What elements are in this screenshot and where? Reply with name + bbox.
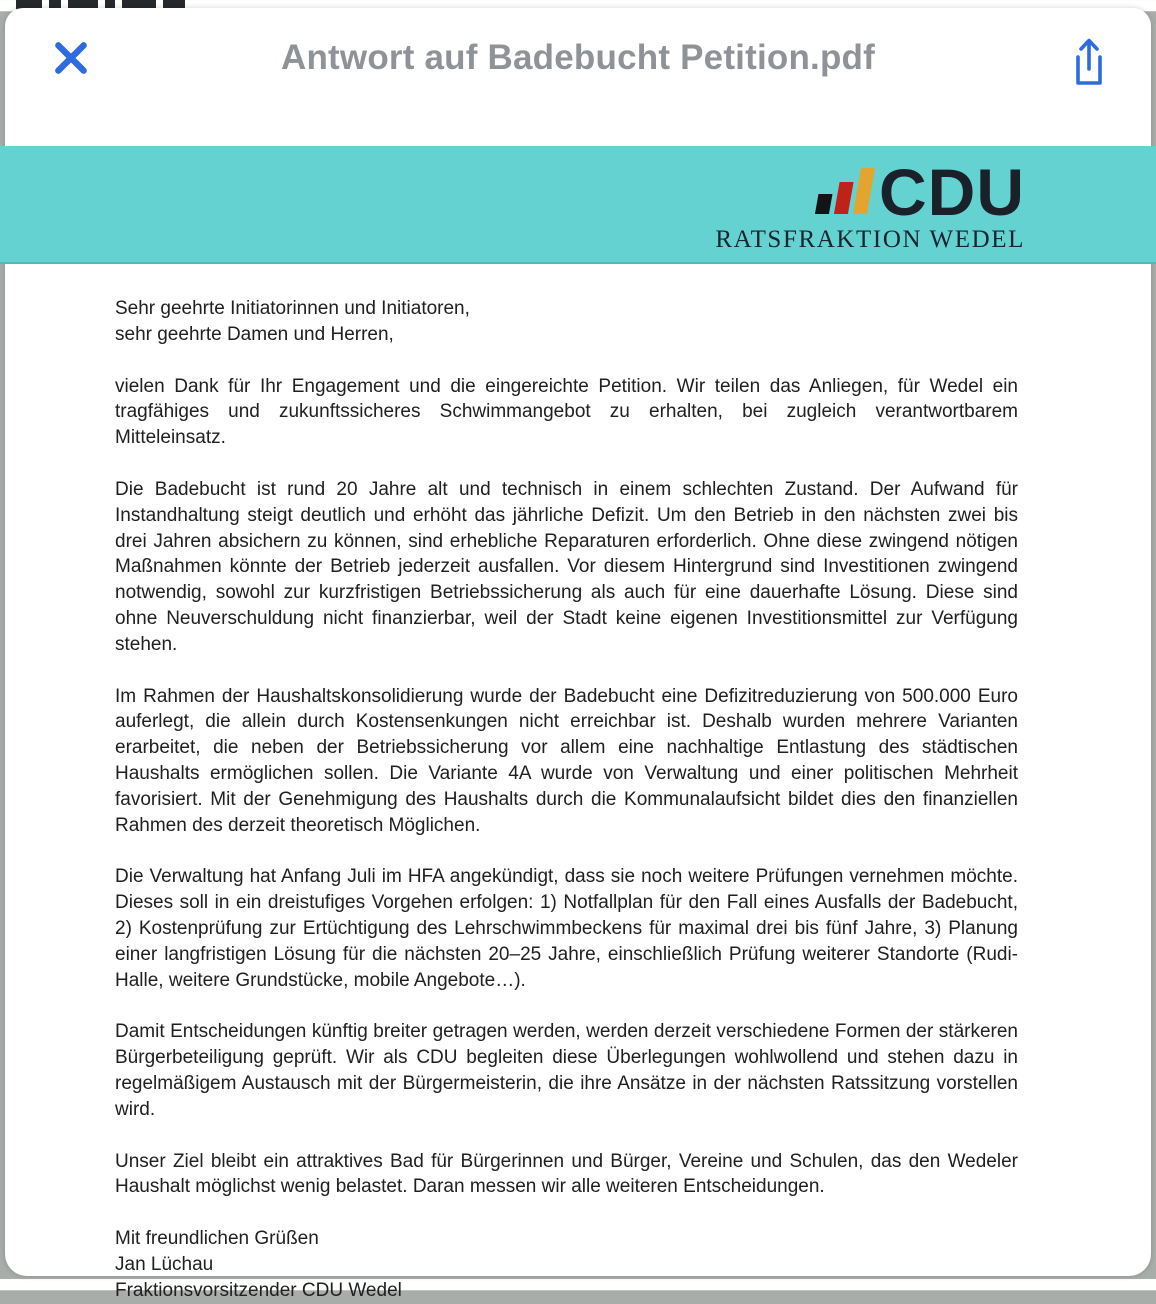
closing-line: Mit freundlichen Grüßen bbox=[115, 1228, 319, 1250]
letter-paragraph: Unser Ziel bleibt ein attraktives Bad für Bürgerinnen und Bürger, Vereine und Schulen, das den Wedeler Haushalt möglichst wenig belastet. Daran messen wir alle weiteren Entscheidungen. bbox=[115, 1150, 1018, 1198]
cdu-logo-text: CDU bbox=[879, 155, 1025, 229]
viewer-header bbox=[5, 8, 1151, 146]
document-title: Antwort auf Badebucht Petition.pdf bbox=[281, 38, 875, 77]
close-icon bbox=[52, 39, 90, 77]
letter-paragraph: vielen Dank für Ihr Engagement und die eingereichte Petition. Wir teilen das Anliegen, für Wedel ein tragfähiges und zukunftssicheres Schwimmangebot zu erhalten, bei zugleich verantwortbarem Mitteleinsatz. bbox=[115, 375, 1018, 449]
salutation-line: sehr geehrte Damen und Herren, bbox=[115, 323, 394, 345]
cdu-logo-subtext: RATSFRAKTION WEDEL bbox=[715, 225, 1025, 253]
closing-line: Fraktionsvorsitzender CDU Wedel bbox=[115, 1279, 402, 1301]
closing-line: Jan Lüchau bbox=[115, 1253, 214, 1275]
share-button[interactable] bbox=[1059, 26, 1119, 98]
cdu-logo-bars-icon bbox=[815, 168, 875, 214]
letter-paragraph: Im Rahmen der Haushaltskonsolidierung wurde der Badebucht eine Defizitreduzierung von 500.000 Euro auferlegt, die allein durch Kostensenkungen nicht erreichbar ist. Deshalb wurden mehrere Varianten erarbeitet, die neben der Betriebssicherung vor allem eine nachhaltige Entlastung des städtischen Haushalts ermöglichen sollen. Die Variante 4A wurde von Verwaltung und einer politischen Mehrheit favorisiert. Mit der Genehmigung des Haushalts durch die Kommunalaufsicht bildet dies den finanziellen Rahmen des derzeit theoretisch Möglichen. bbox=[115, 685, 1018, 836]
share-icon bbox=[1069, 35, 1109, 89]
closing-block bbox=[115, 1226, 1018, 1303]
salutation bbox=[115, 296, 1018, 348]
letter-paragraph: Die Badebucht ist rund 20 Jahre alt und technisch in einem schlechten Zustand. Der Aufwand für Instandhaltung steigt deutlich und erhöht das jährliche Defizit. Um den Betrieb in den nächsten zwei bis drei Jahren absichern zu können, sind erhebliche Reparaturen erforderlich. Ohne diese zwingend nötigen Maßnahmen könnte der Betrieb jederzeit ausfallen. Vor diesem Hintergrund sind Investitionen zwingend notwendig, sowohl zur kurzfristigen Betriebssicherung als auch für eine dauerhafte Lösung. Diese sind ohne Neuverschuldung nicht finanzierbar, weil der Stadt keine eigenen Investitionsmittel zur Verfügung stehen. bbox=[115, 478, 1018, 655]
letter-body bbox=[5, 264, 1151, 1301]
letter-paragraph: Die Verwaltung hat Anfang Juli im HFA angekündigt, dass sie noch weitere Prüfungen vernehmen möchte. Dieses soll in ein dreistufiges Vorgehen erfolgen: 1) Notfallplan für den Fall eines Ausfalls der Badebucht, 2) Kostenprüfung zur Ertüchtigung des Lehrschwimmbeckens für maximal drei bis fünf Jahre, 3) Planung einer langfristigen Lösung für die nächsten 20–25 Jahre, einschließlich Prüfung weiterer Standorte (Rudi-Halle, weitere Grundstücke, mobile Angebote…). bbox=[115, 866, 1018, 991]
letterhead-band bbox=[0, 146, 1156, 264]
cdu-logo bbox=[715, 155, 1025, 254]
salutation-line: Sehr geehrte Initiatorinnen und Initiatoren, bbox=[115, 298, 470, 319]
pdf-preview-sheet bbox=[5, 8, 1151, 1301]
letter-paragraph: Damit Entscheidungen künftig breiter getragen werden, werden derzeit verschiedene Formen der stärkeren Bürgerbeteiligung geprüft. Wir als CDU begleiten diese Überlegungen wohlwollend und stehen dazu in regelmäßigem Austausch mit der Bürgermeisterin, die ihre Ansätze in der nächsten Ratssitzung vorstellen wird. bbox=[115, 1021, 1018, 1120]
close-button[interactable] bbox=[45, 32, 97, 84]
